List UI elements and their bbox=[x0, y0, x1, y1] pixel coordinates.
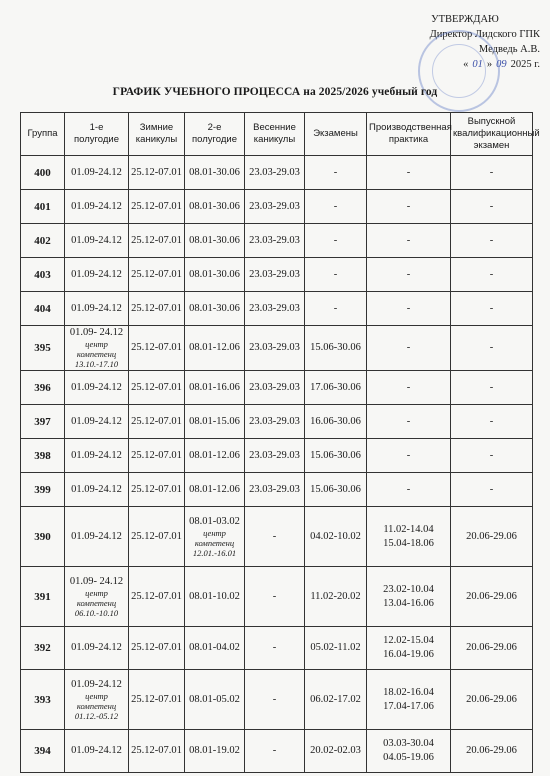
final-value: - bbox=[489, 166, 494, 178]
final-value: - bbox=[489, 200, 494, 212]
exams-cell bbox=[305, 371, 367, 405]
exams-value: - bbox=[333, 302, 338, 314]
exams-cell bbox=[305, 730, 367, 773]
group-value: 399 bbox=[34, 483, 51, 496]
schedule-table bbox=[20, 112, 540, 773]
table-row bbox=[21, 326, 533, 371]
final-value: - bbox=[489, 302, 494, 314]
table-row bbox=[21, 405, 533, 439]
spring-cell bbox=[245, 567, 305, 627]
exams-cell bbox=[305, 258, 367, 292]
spring-value: 23.03-29.03 bbox=[249, 381, 300, 393]
winter-value: 25.12-07.01 bbox=[131, 449, 182, 461]
practice-period: 04.05-19.06 bbox=[383, 752, 434, 763]
final-cell bbox=[451, 371, 533, 405]
final-cell bbox=[451, 405, 533, 439]
practice-period: - bbox=[406, 200, 411, 212]
group-cell bbox=[21, 190, 65, 224]
exams-value: 04.02-10.02 bbox=[310, 530, 361, 542]
h2-cell bbox=[185, 473, 245, 507]
group-cell bbox=[21, 670, 65, 730]
spring-cell bbox=[245, 258, 305, 292]
practice-cell bbox=[367, 507, 451, 567]
spring-cell bbox=[245, 473, 305, 507]
final-cell bbox=[451, 730, 533, 773]
practice-period: - bbox=[406, 234, 411, 246]
h1-value: 01.09-24.12 bbox=[71, 745, 122, 756]
exams-value: 11.02-20.02 bbox=[310, 590, 361, 602]
group-value: 396 bbox=[34, 381, 51, 394]
exams-value: 20.02-02.03 bbox=[310, 745, 361, 756]
h1-value: 01.09- 24.12 bbox=[69, 327, 124, 338]
group-cell bbox=[21, 439, 65, 473]
h2-cell bbox=[185, 326, 245, 371]
h2-cell bbox=[185, 670, 245, 730]
table-row bbox=[21, 190, 533, 224]
group-cell bbox=[21, 730, 65, 773]
winter-value: 25.12-07.01 bbox=[131, 302, 182, 314]
winter-cell bbox=[129, 371, 185, 405]
table-row bbox=[21, 292, 533, 326]
h1-value: 01.09-24.12 bbox=[71, 483, 122, 495]
exams-value: - bbox=[333, 200, 338, 212]
final-cell bbox=[451, 326, 533, 371]
practice-cell bbox=[367, 190, 451, 224]
practice-period: - bbox=[406, 268, 411, 280]
practice-cell bbox=[367, 567, 451, 627]
final-value: - bbox=[489, 234, 494, 246]
exams-cell bbox=[305, 326, 367, 371]
final-cell bbox=[451, 670, 533, 730]
exams-value: 16.06-30.06 bbox=[310, 415, 361, 427]
h1-value: 01.09-24.12 bbox=[71, 200, 122, 212]
exams-cell bbox=[305, 190, 367, 224]
h2-value: 08.01-30.06 bbox=[189, 234, 240, 246]
column-header: Производственная практика bbox=[367, 113, 451, 156]
column-header: 2-е полугодие bbox=[185, 113, 245, 156]
practice-cell bbox=[367, 258, 451, 292]
practice-cell bbox=[367, 156, 451, 190]
group-value: 395 bbox=[34, 342, 51, 354]
winter-cell bbox=[129, 258, 185, 292]
practice-period: 18.02-16.04 bbox=[383, 686, 434, 698]
practice-cell bbox=[367, 326, 451, 371]
approval-date-day: 01 bbox=[472, 59, 483, 70]
winter-value: 25.12-07.01 bbox=[131, 381, 182, 393]
table-row bbox=[21, 670, 533, 730]
group-cell bbox=[21, 567, 65, 627]
exams-cell bbox=[305, 439, 367, 473]
exams-cell bbox=[305, 224, 367, 258]
h1-cell bbox=[65, 627, 129, 670]
h1-value: 01.09-24.12 bbox=[71, 642, 122, 653]
exams-cell bbox=[305, 567, 367, 627]
group-value: 397 bbox=[34, 415, 51, 428]
h2-value: 08.01-16.06 bbox=[189, 381, 240, 393]
final-cell bbox=[451, 190, 533, 224]
spring-value: 23.03-29.03 bbox=[249, 302, 300, 314]
practice-cell bbox=[367, 405, 451, 439]
h2-value: 08.01-30.06 bbox=[189, 268, 240, 280]
h2-cell bbox=[185, 292, 245, 326]
winter-cell bbox=[129, 156, 185, 190]
winter-value: 25.12-07.01 bbox=[131, 693, 182, 705]
practice-period: 13.04-16.06 bbox=[383, 597, 434, 609]
column-header: Выпускной квалификационный экзамен bbox=[451, 113, 533, 156]
h2-cell bbox=[185, 224, 245, 258]
h1-cell bbox=[65, 371, 129, 405]
h2-cell bbox=[185, 439, 245, 473]
group-cell bbox=[21, 156, 65, 190]
table-row bbox=[21, 439, 533, 473]
final-cell bbox=[451, 224, 533, 258]
winter-cell bbox=[129, 224, 185, 258]
spring-value: - bbox=[272, 642, 277, 653]
table-row bbox=[21, 156, 533, 190]
exams-value: 15.06-30.06 bbox=[310, 342, 361, 353]
spring-cell bbox=[245, 405, 305, 439]
exams-value: 15.06-30.06 bbox=[310, 449, 361, 461]
h1-value: 01.09-24.12 bbox=[71, 234, 122, 246]
spring-value: - bbox=[272, 693, 277, 705]
final-value: 20.06-29.06 bbox=[466, 745, 517, 756]
h2-value: 08.01-03.02 bbox=[189, 515, 240, 527]
h2-value: 08.01-10.02 bbox=[189, 590, 240, 602]
spring-value: 23.03-29.03 bbox=[249, 415, 300, 427]
spring-cell bbox=[245, 730, 305, 773]
h1-value: 01.09-24.12 bbox=[71, 678, 122, 690]
group-value: 394 bbox=[34, 745, 51, 757]
spring-value: 23.03-29.03 bbox=[249, 342, 300, 353]
practice-cell bbox=[367, 439, 451, 473]
group-value: 390 bbox=[34, 530, 51, 543]
spring-value: 23.03-29.03 bbox=[249, 200, 300, 212]
winter-value: 25.12-07.01 bbox=[131, 590, 182, 602]
approval-date: « 01 » 09 2025 г. bbox=[463, 59, 540, 70]
practice-period: - bbox=[406, 449, 411, 461]
h1-cell bbox=[65, 507, 129, 567]
approval-date-month: 09 bbox=[496, 59, 507, 70]
spring-cell bbox=[245, 507, 305, 567]
approval-date-year: 2025 г. bbox=[510, 59, 540, 70]
spring-cell bbox=[245, 670, 305, 730]
final-cell bbox=[451, 567, 533, 627]
winter-value: 25.12-07.01 bbox=[131, 483, 182, 495]
h2-cell bbox=[185, 567, 245, 627]
final-value: - bbox=[489, 381, 494, 393]
final-value: 20.06-29.06 bbox=[466, 693, 517, 705]
practice-period: 23.02-10.04 bbox=[383, 583, 434, 595]
exams-cell bbox=[305, 507, 367, 567]
exams-cell bbox=[305, 405, 367, 439]
final-value: 20.06-29.06 bbox=[466, 642, 517, 653]
winter-value: 25.12-07.01 bbox=[131, 745, 182, 756]
exams-cell bbox=[305, 156, 367, 190]
h1-value: 01.09-24.12 bbox=[71, 530, 122, 542]
h2-value: 08.01-04.02 bbox=[189, 642, 240, 653]
spring-cell bbox=[245, 627, 305, 670]
h2-value: 08.01-12.06 bbox=[189, 483, 240, 495]
h2-value: 08.01-30.06 bbox=[189, 166, 240, 178]
h1-cell bbox=[65, 156, 129, 190]
h2-value: 08.01-19.02 bbox=[189, 745, 240, 756]
winter-cell bbox=[129, 292, 185, 326]
h1-value: 01.09-24.12 bbox=[71, 302, 122, 314]
practice-period: 16.04-19.06 bbox=[383, 649, 434, 660]
column-header: Группа bbox=[21, 113, 65, 156]
h2-cell bbox=[185, 405, 245, 439]
exams-value: - bbox=[333, 166, 338, 178]
group-value: 401 bbox=[34, 200, 51, 213]
h2-value: 08.01-30.06 bbox=[189, 302, 240, 314]
approval-name: Медведь А.В. bbox=[478, 44, 540, 55]
h2-value: 08.01-05.02 bbox=[189, 693, 240, 705]
h1-value: 01.09-24.12 bbox=[71, 381, 122, 393]
h2-cell bbox=[185, 730, 245, 773]
practice-cell bbox=[367, 473, 451, 507]
final-cell bbox=[451, 156, 533, 190]
spring-value: 23.03-29.03 bbox=[249, 449, 300, 461]
h2-cell bbox=[185, 156, 245, 190]
document-title: ГРАФИК УЧЕБНОГО ПРОЦЕССА на 2025/2026 учебный год bbox=[112, 86, 438, 98]
group-cell bbox=[21, 258, 65, 292]
final-cell bbox=[451, 439, 533, 473]
exams-value: 05.02-11.02 bbox=[310, 642, 361, 653]
practice-period: - bbox=[406, 483, 411, 495]
exams-cell bbox=[305, 473, 367, 507]
spring-value: - bbox=[272, 530, 277, 542]
official-stamp bbox=[418, 30, 500, 112]
winter-cell bbox=[129, 670, 185, 730]
table-row bbox=[21, 258, 533, 292]
approval-title: УТВЕРЖДАЮ bbox=[431, 14, 499, 25]
h2-cell bbox=[185, 507, 245, 567]
group-cell bbox=[21, 292, 65, 326]
exams-value: 17.06-30.06 bbox=[310, 381, 361, 393]
practice-period: 17.04-17.06 bbox=[383, 700, 434, 712]
approval-position: Директор Лидского ГПК bbox=[429, 29, 540, 40]
competence-center-note: центр компетенц 06.10.-10.10 bbox=[74, 587, 119, 618]
practice-period: 12.02-15.04 bbox=[383, 635, 434, 646]
practice-cell bbox=[367, 224, 451, 258]
final-cell bbox=[451, 627, 533, 670]
practice-period: - bbox=[406, 302, 411, 314]
h2-value: 08.01-30.06 bbox=[189, 200, 240, 212]
final-value: 20.06-29.06 bbox=[466, 590, 517, 602]
h1-cell bbox=[65, 730, 129, 773]
h1-cell bbox=[65, 326, 129, 371]
spring-value: 23.03-29.03 bbox=[249, 166, 300, 178]
group-value: 403 bbox=[34, 268, 51, 281]
winter-cell bbox=[129, 730, 185, 773]
winter-cell bbox=[129, 439, 185, 473]
practice-period: - bbox=[406, 166, 411, 178]
exams-cell bbox=[305, 627, 367, 670]
winter-value: 25.12-07.01 bbox=[131, 415, 182, 427]
group-cell bbox=[21, 507, 65, 567]
table-row bbox=[21, 507, 533, 567]
spring-value: 23.03-29.03 bbox=[249, 268, 300, 280]
winter-value: 25.12-07.01 bbox=[131, 234, 182, 246]
group-cell bbox=[21, 326, 65, 371]
spring-cell bbox=[245, 292, 305, 326]
h2-value: 08.01-12.06 bbox=[189, 449, 240, 461]
spring-value: - bbox=[272, 590, 277, 602]
spring-value: 23.03-29.03 bbox=[249, 483, 300, 495]
practice-cell bbox=[367, 292, 451, 326]
practice-period: - bbox=[406, 415, 411, 427]
h1-cell bbox=[65, 473, 129, 507]
h2-value: 08.01-15.06 bbox=[189, 415, 240, 427]
exams-value: 15.06-30.06 bbox=[310, 483, 361, 495]
table-row bbox=[21, 627, 533, 670]
group-cell bbox=[21, 627, 65, 670]
group-cell bbox=[21, 405, 65, 439]
table-row bbox=[21, 567, 533, 627]
group-value: 404 bbox=[34, 302, 51, 315]
final-value: 20.06-29.06 bbox=[466, 530, 517, 542]
h1-cell bbox=[65, 258, 129, 292]
final-value: - bbox=[489, 415, 494, 427]
h1-cell bbox=[65, 190, 129, 224]
table-row bbox=[21, 473, 533, 507]
h1-cell bbox=[65, 567, 129, 627]
h1-cell bbox=[65, 292, 129, 326]
exams-cell bbox=[305, 292, 367, 326]
group-cell bbox=[21, 473, 65, 507]
group-value: 391 bbox=[34, 590, 51, 603]
winter-value: 25.12-07.01 bbox=[131, 342, 182, 353]
competence-center-note: центр компетенц 12.01.-16.01 bbox=[192, 527, 237, 558]
h1-cell bbox=[65, 439, 129, 473]
exams-value: 06.02-17.02 bbox=[310, 693, 361, 705]
h1-cell bbox=[65, 670, 129, 730]
competence-center-note: центр компетенц 13.10.-17.10 bbox=[74, 339, 119, 369]
winter-cell bbox=[129, 190, 185, 224]
practice-period: 11.02-14.04 bbox=[383, 523, 434, 535]
practice-cell bbox=[367, 730, 451, 773]
h2-cell bbox=[185, 190, 245, 224]
h1-value: 01.09-24.12 bbox=[71, 415, 122, 427]
column-header: Зимние каникулы bbox=[129, 113, 185, 156]
spring-cell bbox=[245, 439, 305, 473]
winter-cell bbox=[129, 627, 185, 670]
exams-cell bbox=[305, 670, 367, 730]
final-value: - bbox=[489, 483, 494, 495]
h2-cell bbox=[185, 371, 245, 405]
final-cell bbox=[451, 473, 533, 507]
winter-value: 25.12-07.01 bbox=[131, 530, 182, 542]
winter-value: 25.12-07.01 bbox=[131, 642, 182, 653]
spring-cell bbox=[245, 371, 305, 405]
table-row bbox=[21, 730, 533, 773]
spring-value: 23.03-29.03 bbox=[249, 234, 300, 246]
winter-cell bbox=[129, 326, 185, 371]
winter-value: 25.12-07.01 bbox=[131, 166, 182, 178]
spring-cell bbox=[245, 326, 305, 371]
practice-period: 03.03-30.04 bbox=[383, 738, 434, 749]
spring-cell bbox=[245, 156, 305, 190]
final-value: - bbox=[489, 268, 494, 280]
practice-cell bbox=[367, 670, 451, 730]
group-value: 392 bbox=[34, 642, 51, 654]
table-header bbox=[21, 113, 533, 156]
group-cell bbox=[21, 371, 65, 405]
table-row bbox=[21, 371, 533, 405]
h1-value: 01.09-24.12 bbox=[71, 166, 122, 178]
group-value: 398 bbox=[34, 449, 51, 462]
column-header: 1-е полугодие bbox=[65, 113, 129, 156]
h1-value: 01.09- 24.12 bbox=[69, 575, 124, 587]
final-value: - bbox=[489, 449, 494, 461]
exams-value: - bbox=[333, 268, 338, 280]
h2-value: 08.01-12.06 bbox=[189, 342, 240, 353]
column-header: Экзамены bbox=[305, 113, 367, 156]
winter-value: 25.12-07.01 bbox=[131, 268, 182, 280]
column-header: Весенние каникулы bbox=[245, 113, 305, 156]
h1-cell bbox=[65, 224, 129, 258]
winter-value: 25.12-07.01 bbox=[131, 200, 182, 212]
group-value: 400 bbox=[34, 166, 51, 179]
final-cell bbox=[451, 292, 533, 326]
group-value: 402 bbox=[34, 234, 51, 247]
practice-cell bbox=[367, 627, 451, 670]
competence-center-note: центр компетенц 01.12.-05.12 bbox=[74, 690, 119, 721]
exams-value: - bbox=[333, 234, 338, 246]
group-value: 393 bbox=[34, 693, 51, 706]
h1-cell bbox=[65, 405, 129, 439]
final-value: - bbox=[489, 342, 494, 353]
winter-cell bbox=[129, 473, 185, 507]
winter-cell bbox=[129, 405, 185, 439]
practice-period: - bbox=[406, 381, 411, 393]
final-cell bbox=[451, 258, 533, 292]
table-row bbox=[21, 224, 533, 258]
h2-cell bbox=[185, 627, 245, 670]
spring-value: - bbox=[272, 745, 277, 756]
winter-cell bbox=[129, 567, 185, 627]
h1-value: 01.09-24.12 bbox=[71, 268, 122, 280]
group-cell bbox=[21, 224, 65, 258]
practice-period: - bbox=[406, 342, 411, 353]
final-cell bbox=[451, 507, 533, 567]
spring-cell bbox=[245, 190, 305, 224]
h2-cell bbox=[185, 258, 245, 292]
h1-value: 01.09-24.12 bbox=[71, 449, 122, 461]
winter-cell bbox=[129, 507, 185, 567]
spring-cell bbox=[245, 224, 305, 258]
practice-period: 15.04-18.06 bbox=[383, 537, 434, 549]
practice-cell bbox=[367, 371, 451, 405]
